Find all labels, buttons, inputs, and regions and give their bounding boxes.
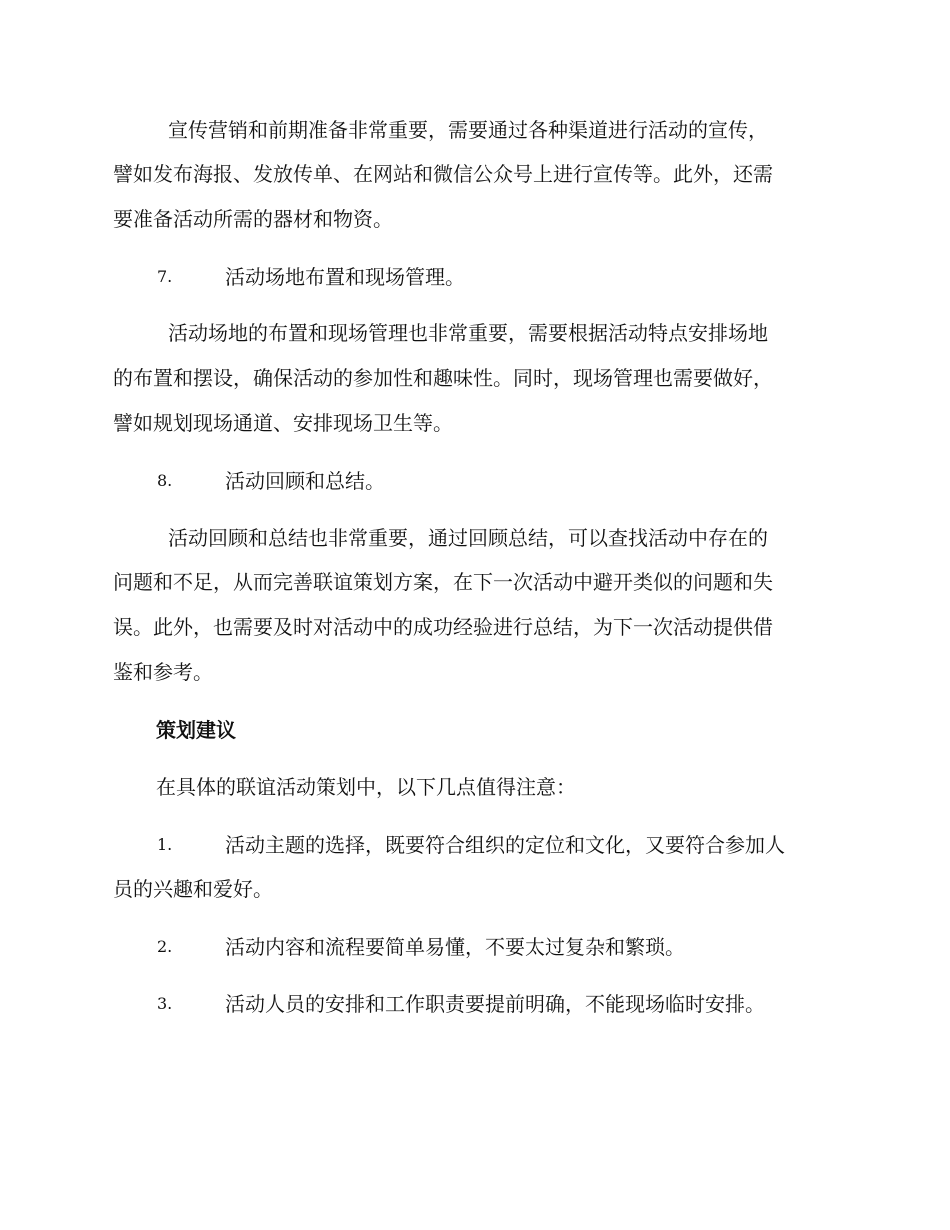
paragraph-venue-line-3: 譬如规划现场通道、安排现场卫生等。 xyxy=(113,411,453,435)
item-8-text: 活动回顾和总结。 xyxy=(225,469,385,493)
paragraph-review-line-1: 活动回顾和总结也非常重要，通过回顾总结，可以查找活动中存在的 xyxy=(168,526,768,550)
paragraph-venue-line-1: 活动场地的布置和现场管理也非常重要，需要根据活动特点安排场地 xyxy=(168,321,768,345)
item-7-number: 7. xyxy=(157,267,173,286)
suggestion-1-line-1: 活动主题的选择，既要符合组织的定位和文化，又要符合参加人 xyxy=(225,833,785,857)
paragraph-venue-line-2: 的布置和摆设，确保活动的参加性和趣味性。同时，现场管理也需要做好， xyxy=(113,366,773,390)
suggestion-1-line-2: 员的兴趣和爱好。 xyxy=(113,877,273,901)
item-8-number: 8. xyxy=(157,471,173,490)
suggestion-2-number: 2. xyxy=(157,937,173,956)
suggestion-1-number: 1. xyxy=(157,835,173,854)
paragraph-publicity-line-1: 宣传营销和前期准备非常重要，需要通过各种渠道进行活动的宣传， xyxy=(168,118,768,142)
suggestion-3-number: 3. xyxy=(157,994,173,1013)
paragraph-review-line-4: 鉴和参考。 xyxy=(113,660,213,684)
paragraph-publicity-line-2: 譬如发布海报、发放传单、在网站和微信公众号上进行宣传等。此外，还需 xyxy=(113,162,773,186)
intro-text: 在具体的联谊活动策划中，以下几点值得注意： xyxy=(156,775,576,799)
suggestion-3-line-1: 活动人员的安排和工作职责要提前明确，不能现场临时安排。 xyxy=(225,992,765,1016)
paragraph-review-line-3: 误。此外，也需要及时对活动中的成功经验进行总结，为下一次活动提供借 xyxy=(113,615,773,639)
paragraph-publicity-line-3: 要准备活动所需的器材和物资。 xyxy=(113,207,393,231)
item-7-text: 活动场地布置和现场管理。 xyxy=(225,265,465,289)
suggestion-2-line-1: 活动内容和流程要简单易懂，不要太过复杂和繁琐。 xyxy=(225,935,685,959)
paragraph-review-line-2: 问题和不足，从而完善联谊策划方案，在下一次活动中避开类似的问题和失 xyxy=(113,570,773,594)
section-heading: 策划建议 xyxy=(156,718,236,742)
